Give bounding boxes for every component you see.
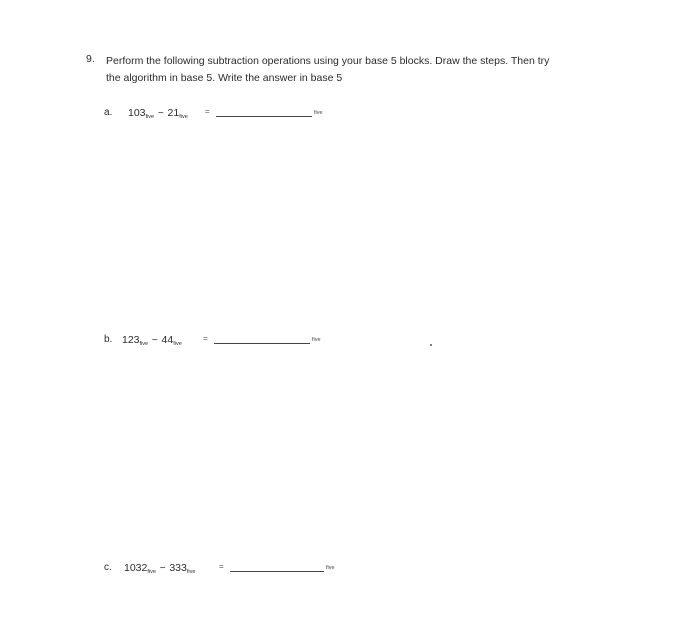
part-a	[104, 107, 344, 123]
answer-base: five	[326, 565, 335, 571]
part-b	[104, 334, 344, 350]
subtrahend-base: five	[186, 569, 196, 575]
question-line-1: Perform the following subtraction operations using your base 5 blocks. Draw the steps. Then try	[106, 55, 550, 67]
part-label: c.	[104, 562, 112, 573]
question-number: 9.	[86, 53, 95, 65]
equals-sign: =	[219, 562, 224, 571]
subtraction-expression	[122, 334, 182, 347]
minuend: 1032	[124, 562, 148, 574]
subtrahend: 333	[169, 562, 187, 574]
equals-sign: =	[205, 107, 210, 116]
minuend: 103	[128, 107, 146, 119]
minus-sign: −	[157, 108, 164, 119]
answer-blank[interactable]	[216, 116, 312, 117]
subtrahend: 21	[167, 107, 180, 119]
subtrahend-base: five	[179, 114, 188, 120]
minuend-base: five	[145, 114, 155, 120]
question-line-2: the algorithm in base 5. Write the answer in base 5	[106, 72, 343, 84]
answer-blank[interactable]	[214, 343, 310, 344]
answer-blank[interactable]	[230, 571, 324, 572]
minus-sign: −	[159, 563, 166, 574]
subtraction-expression	[128, 107, 188, 120]
subtrahend: 44	[161, 334, 174, 346]
part-label: b.	[104, 334, 113, 345]
subtrahend-base: five	[173, 341, 182, 347]
minuend-base: five	[139, 341, 149, 347]
answer-base: five	[312, 337, 321, 343]
scan-speck	[430, 344, 432, 346]
equals-sign: =	[203, 334, 208, 343]
minuend-base: five	[147, 569, 156, 575]
question-prompt	[106, 53, 626, 87]
minuend: 123	[122, 334, 140, 346]
part-c	[104, 562, 354, 578]
answer-base: five	[314, 110, 323, 116]
part-label: a.	[104, 107, 113, 118]
subtraction-expression	[124, 562, 195, 575]
minus-sign: −	[151, 335, 158, 346]
